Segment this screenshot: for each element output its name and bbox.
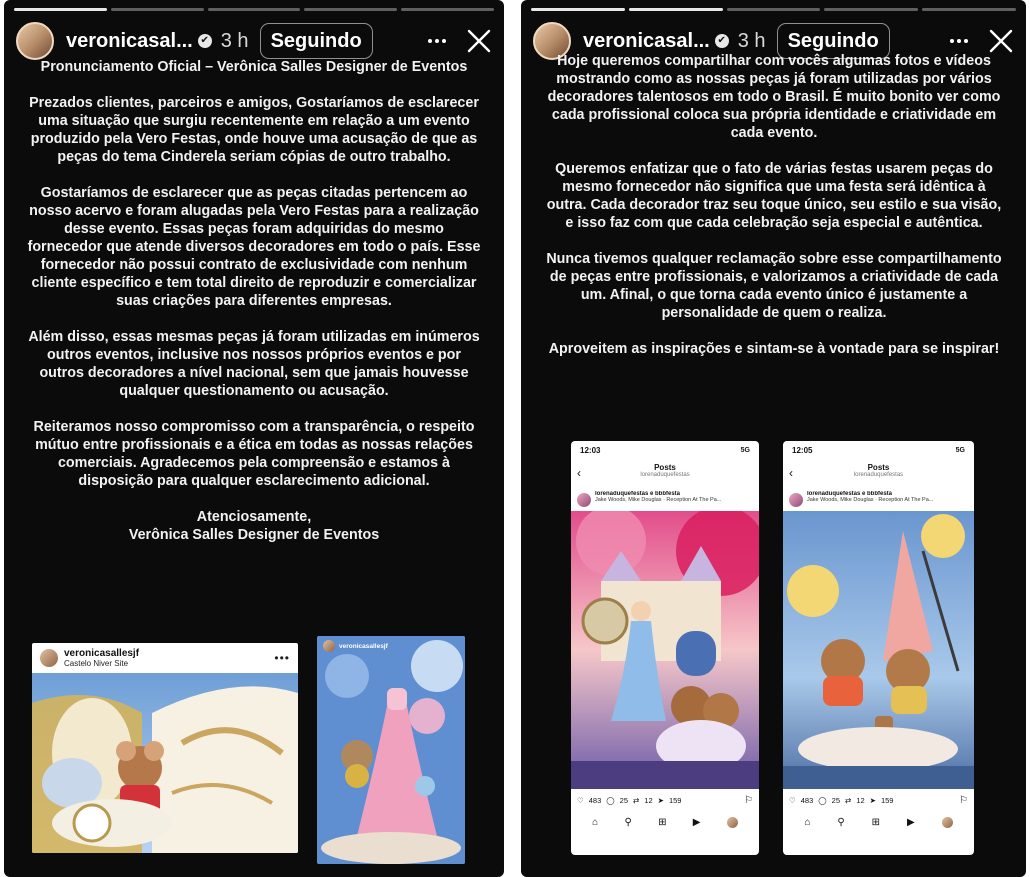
statement-heading: Pronunciamento Oficial – Verônica Salles Designer de Eventos <box>40 59 468 75</box>
profile-avatar[interactable] <box>727 817 738 828</box>
comment-icon[interactable]: ◯ <box>606 795 615 805</box>
like-count: 483 <box>588 795 602 805</box>
profile-avatar[interactable] <box>942 817 953 828</box>
search-icon[interactable]: ⚲ <box>624 816 632 828</box>
post-audio-meta: Jake Woods, Mike Douglas · Reception At The Pa... <box>595 497 722 503</box>
story-progress-bar <box>531 8 1016 11</box>
story-left[interactable] <box>4 0 504 877</box>
phone-post-header <box>783 489 974 511</box>
comment-count: 25 <box>619 795 628 805</box>
avatar <box>323 640 335 652</box>
following-button[interactable]: Seguindo <box>777 23 890 59</box>
cinderella-castle-photo <box>571 511 759 789</box>
statement-paragraph: Reiteramos nosso compromisso com a transparência, o respeito mútuo entre profissionais e a ética em todas as nossas relações comerciais. Agradecemos pela compreensão e estamos à disposição para qualquer esclarecimento adicional. <box>33 419 475 489</box>
embedded-post-location: Castelo Niver Site <box>64 659 129 668</box>
phone-nav-subtitle: lorenaduquefestas <box>640 472 690 478</box>
username[interactable]: veronicasal... <box>66 29 193 52</box>
story-right[interactable] <box>521 0 1026 877</box>
search-icon[interactable]: ⚲ <box>837 816 845 828</box>
phone-nav-title: Posts <box>867 463 890 472</box>
signature: Verônica Salles Designer de Eventos <box>128 527 380 543</box>
comment-icon[interactable]: ◯ <box>818 795 827 805</box>
more-options-icon[interactable] <box>946 28 972 54</box>
cinderella-mouse-teacup-photo <box>32 673 298 853</box>
closing: Atenciosamente, <box>196 509 312 525</box>
embedded-photo[interactable] <box>317 636 465 864</box>
story-paragraph: Aproveitem as inspirações e sintam-se à vontade para se inspirar! <box>548 341 1000 357</box>
phone-screenshot-1[interactable] <box>571 441 759 855</box>
reels-icon[interactable]: ▶ <box>692 816 701 828</box>
comment-count: 25 <box>831 795 840 805</box>
story-header <box>16 20 494 62</box>
phone-clock: 12:05 <box>792 445 813 455</box>
embedded-post-card[interactable] <box>32 643 298 853</box>
story-paragraph: Queremos enfatizar que o fato de várias festas usarem peças do mesmo fornecedor não significa que uma festa será idêntica à outra. Cada decorador traz seu toque único, seu estilo e sua visão, e isso faz com que cada celebração seja especial e autêntica. <box>546 161 1002 231</box>
reels-icon[interactable]: ▶ <box>906 816 915 828</box>
phone-nav-bar <box>571 459 759 489</box>
like-count: 483 <box>800 795 814 805</box>
avatar[interactable] <box>16 22 54 60</box>
repost-count: 12 <box>644 795 653 805</box>
bookmark-icon[interactable]: ⚐ <box>959 794 968 806</box>
more-options-icon[interactable]: ••• <box>274 651 290 665</box>
heart-icon[interactable]: ♡ <box>789 795 796 805</box>
avatar <box>789 493 803 507</box>
heart-icon[interactable]: ♡ <box>577 795 584 805</box>
repost-icon[interactable]: ⇄ <box>633 795 640 805</box>
post-actions <box>783 789 974 811</box>
send-icon[interactable]: ➤ <box>657 795 664 805</box>
story-paragraph: Hoje queremos compartilhar com vocês algumas fotos e vídeos mostrando como as nossas peças já foram utilizadas por vários decoradores talentosos em todo o Brasil. É muito bonito ver como cada profissional coloca sua própria identidade e criatividade em cada evento. <box>547 53 1001 141</box>
statement-paragraph: Gostaríamos de esclarecer que as peças citadas pertencem ao nosso acervo e foram alugadas pela Vero Festas para a realização desse evento. Essas peças foram adquiridas do mesmo fornecedor que atende diversos decoradores em todo o país. Esse fornecedor não possui contrato de exclusividade com nenhum cliente específico e tem total direito de reproduzir e comercializar suas criações para diferentes empresas. <box>27 185 481 309</box>
home-icon[interactable]: ⌂ <box>592 816 599 828</box>
phone-screenshot-2[interactable] <box>783 441 974 855</box>
story-paragraph: Nunca tivemos qualquer reclamação sobre esse compartilhamento de peças entre profissionais, e valorizamos a criatividade de cada um. Afinal, o que torna cada evento único é justamente a personalidade de quem o realiza. <box>546 251 1002 321</box>
statement-paragraph: Prezados clientes, parceiros e amigos, Gostaríamos de esclarecer uma situação que surgiu recentemente em relação a um evento produzido pela Vero Festas, onde houve uma acusação de que as peças do tema Cinderela seriam cópias de outro trabalho. <box>29 95 479 165</box>
repost-icon[interactable]: ⇄ <box>845 795 852 805</box>
avatar <box>40 649 58 667</box>
photo-caption: veronicasallesjf <box>339 642 388 650</box>
post-username: lorenaduquefestas e bbbfesta <box>807 491 893 497</box>
phone-clock: 12:03 <box>580 445 601 455</box>
story-progress-bar <box>14 8 494 11</box>
bookmark-icon[interactable]: ⚐ <box>744 794 753 806</box>
cinderella-mice-photo <box>783 511 974 789</box>
post-audio-meta: Jake Woods, Mike Douglas · Reception At The Pa... <box>807 497 934 503</box>
create-icon[interactable]: ⊞ <box>658 816 667 828</box>
home-icon[interactable]: ⌂ <box>804 816 811 828</box>
verified-icon: ✔ <box>715 34 729 48</box>
back-icon[interactable]: ‹ <box>577 466 581 480</box>
phone-status-bar <box>783 441 974 459</box>
post-username: lorenaduquefestas e bbbfesta <box>595 491 681 497</box>
verified-icon: ✔ <box>198 34 212 48</box>
close-icon[interactable] <box>464 26 494 56</box>
story-text <box>26 58 482 544</box>
create-icon[interactable]: ⊞ <box>871 816 881 828</box>
more-options-icon[interactable] <box>424 28 450 54</box>
send-count: 159 <box>668 795 682 805</box>
phone-nav-title: Posts <box>654 463 676 472</box>
avatar <box>577 493 591 507</box>
phone-signal: 5G <box>740 446 750 454</box>
phone-tab-bar <box>571 811 759 833</box>
story-time: 3 h <box>220 29 249 52</box>
repost-count: 12 <box>856 795 865 805</box>
embedded-post-header <box>32 643 298 673</box>
cinderella-dress-mice-photo <box>317 636 465 864</box>
story-text <box>545 52 1003 376</box>
post-actions <box>571 789 759 811</box>
statement-paragraph: Além disso, essas mesmas peças já foram utilizadas em inúmeros outros eventos, inclusive nos nossos próprios eventos e por outros decoradores a nível nacional, sem que jamais houvesse qualquer questionamento ou acusação. <box>28 329 480 399</box>
following-button[interactable]: Seguindo <box>260 23 373 59</box>
story-time: 3 h <box>737 29 766 52</box>
phone-signal: 5G <box>955 446 965 454</box>
phone-post-header <box>571 489 759 511</box>
back-icon[interactable]: ‹ <box>789 466 793 480</box>
phone-nav-bar <box>783 459 974 489</box>
send-icon[interactable]: ➤ <box>869 795 876 805</box>
phone-tab-bar <box>783 811 974 833</box>
username[interactable]: veronicasal... <box>583 29 710 52</box>
send-count: 159 <box>880 795 894 805</box>
phone-nav-subtitle: lorenaduquefestas <box>853 472 904 478</box>
embedded-post-username: veronicasallesjf <box>64 648 140 659</box>
phone-status-bar <box>571 441 759 459</box>
